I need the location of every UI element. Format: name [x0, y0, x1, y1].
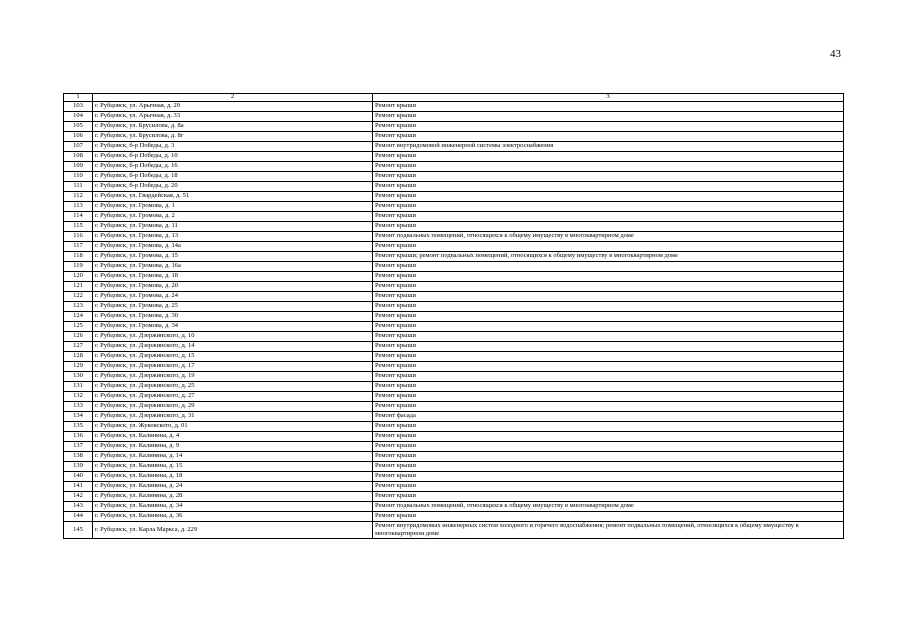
work-type-cell: Ремонт крыши [373, 222, 844, 232]
address-cell: г. Рубцовск, ул. Громова, д. 1 [93, 202, 373, 212]
address-cell: г. Рубцовск, ул. Громова, д. 13 [93, 232, 373, 242]
address-cell: г. Рубцовск, ул. Калинина, д. 15 [93, 462, 373, 472]
table-row [64, 372, 844, 382]
address-cell: г. Рубцовск, ул. Громова, д. 24 [93, 292, 373, 302]
work-type-cell: Ремонт крыши [373, 102, 844, 112]
table-row [64, 192, 844, 202]
table-row [64, 302, 844, 312]
address-cell: г. Рубцовск, ул. Громова, д. 16а [93, 262, 373, 272]
row-number-cell: 131 [64, 382, 93, 392]
row-number-cell: 140 [64, 472, 93, 482]
address-cell: г. Рубцовск, ул. Калинина, д. 14 [93, 452, 373, 462]
address-cell: г. Рубцовск, ул. Калинина, д. 4 [93, 432, 373, 442]
table-row [64, 242, 844, 252]
address-cell: г. Рубцовск, ул. Дзержинского, д. 14 [93, 342, 373, 352]
table-row [64, 222, 844, 232]
table-row [64, 472, 844, 482]
table-row [64, 402, 844, 412]
address-cell: г. Рубцовск, ул. Громова, д. 34 [93, 322, 373, 332]
table-row [64, 282, 844, 292]
work-type-cell: Ремонт крыши [373, 462, 844, 472]
row-number-cell: 122 [64, 292, 93, 302]
row-number-cell: 137 [64, 442, 93, 452]
row-number-cell: 121 [64, 282, 93, 292]
address-cell: г. Рубцовск, б-р Победы, д. 3 [93, 142, 373, 152]
table-row [64, 382, 844, 392]
work-type-cell: Ремонт крыши [373, 392, 844, 402]
work-type-cell: Ремонт крыши [373, 262, 844, 272]
table-row [64, 212, 844, 222]
table-row [64, 252, 844, 262]
address-cell: г. Рубцовск, ул. Арычная, д. 33 [93, 112, 373, 122]
address-cell: г. Рубцовск, ул. Калинина, д. 9 [93, 442, 373, 452]
row-number-cell: 114 [64, 212, 93, 222]
row-number-cell: 107 [64, 142, 93, 152]
work-type-cell: Ремонт крыши [373, 322, 844, 332]
table-row [64, 522, 844, 539]
table-row [64, 392, 844, 402]
address-cell: г. Рубцовск, ул. Дзержинского, д. 25 [93, 382, 373, 392]
work-type-cell: Ремонт крыши [373, 272, 844, 282]
row-number-cell: 120 [64, 272, 93, 282]
row-number-cell: 106 [64, 132, 93, 142]
row-number-cell: 123 [64, 302, 93, 312]
row-number-cell: 134 [64, 412, 93, 422]
work-type-cell: Ремонт крыши [373, 402, 844, 412]
table-row [64, 152, 844, 162]
row-number-cell: 128 [64, 352, 93, 362]
table-row [64, 432, 844, 442]
row-number-cell: 110 [64, 172, 93, 182]
work-type-cell: Ремонт крыши [373, 202, 844, 212]
row-number-cell: 103 [64, 102, 93, 112]
work-type-cell: Ремонт крыши [373, 332, 844, 342]
row-number-cell: 125 [64, 322, 93, 332]
work-type-cell: Ремонт крыши [373, 132, 844, 142]
row-number-cell: 141 [64, 482, 93, 492]
header-row [64, 94, 844, 102]
address-cell: г. Рубцовск, ул. Жуковского, д. 01 [93, 422, 373, 432]
work-type-cell: Ремонт крыши [373, 362, 844, 372]
address-cell: г. Рубцовск, б-р Победы, д. 10 [93, 152, 373, 162]
work-type-cell: Ремонт крыши [373, 352, 844, 362]
work-type-cell: Ремонт крыши [373, 282, 844, 292]
row-number-cell: 130 [64, 372, 93, 382]
work-type-cell: Ремонт крыши [373, 482, 844, 492]
work-type-cell: Ремонт крыши [373, 492, 844, 502]
page-number: 43 [830, 48, 841, 60]
address-cell: г. Рубцовск, б-р Победы, д. 16 [93, 162, 373, 172]
address-cell: г. Рубцовск, ул. Громова, д. 11 [93, 222, 373, 232]
address-cell: г. Рубцовск, б-р Победы, д. 20 [93, 182, 373, 192]
address-cell: г. Рубцовск, ул. Брусилова, д. 8г [93, 132, 373, 142]
row-number-cell: 135 [64, 422, 93, 432]
address-cell: г. Рубцовск, б-р Победы, д. 18 [93, 172, 373, 182]
column-header-work: 3 [373, 94, 844, 102]
address-cell: г. Рубцовск, ул. Дзержинского, д. 27 [93, 392, 373, 402]
work-type-cell: Ремонт крыши [373, 382, 844, 392]
table-row [64, 102, 844, 112]
address-cell: г. Рубцовск, ул. Дзержинского, д. 17 [93, 362, 373, 372]
work-type-cell: Ремонт крыши [373, 212, 844, 222]
address-cell: г. Рубцовск, ул. Дзержинского, д. 10 [93, 332, 373, 342]
address-cell: г. Рубцовск, ул. Громова, д. 25 [93, 302, 373, 312]
table-row [64, 512, 844, 522]
table-row [64, 142, 844, 152]
work-type-cell: Ремонт подвальных помещений, относящихся к общему имуществу в многоквартирном доме [373, 502, 844, 512]
table-row [64, 292, 844, 302]
row-number-cell: 108 [64, 152, 93, 162]
work-type-cell: Ремонт крыши [373, 242, 844, 252]
row-number-cell: 104 [64, 112, 93, 122]
address-cell: г. Рубцовск, ул. Калинина, д. 34 [93, 502, 373, 512]
address-cell: г. Рубцовск, ул. Арычная, д. 29 [93, 102, 373, 112]
table-row [64, 502, 844, 512]
row-number-cell: 126 [64, 332, 93, 342]
table-row [64, 412, 844, 422]
work-type-cell: Ремонт крыши [373, 452, 844, 462]
address-cell: г. Рубцовск, ул. Дзержинского, д. 31 [93, 412, 373, 422]
table-row [64, 262, 844, 272]
table-row [64, 182, 844, 192]
row-number-cell: 129 [64, 362, 93, 372]
work-type-cell: Ремонт крыши; ремонт подвальных помещений, относящихся к общему имуществу в многоквартирном доме [373, 252, 844, 262]
work-type-cell: Ремонт подвальных помещений, относящихся к общему имуществу в многоквартирном доме [373, 232, 844, 242]
row-number-cell: 117 [64, 242, 93, 252]
table-row [64, 452, 844, 462]
address-cell: г. Рубцовск, ул. Громова, д. 18 [93, 272, 373, 282]
work-type-cell: Ремонт крыши [373, 162, 844, 172]
work-type-cell: Ремонт крыши [373, 152, 844, 162]
row-number-cell: 138 [64, 452, 93, 462]
table-row [64, 492, 844, 502]
work-type-cell: Ремонт фасада [373, 412, 844, 422]
work-type-cell: Ремонт крыши [373, 372, 844, 382]
table-row [64, 162, 844, 172]
work-type-cell: Ремонт крыши [373, 112, 844, 122]
table-row [64, 122, 844, 132]
row-number-cell: 132 [64, 392, 93, 402]
work-type-cell: Ремонт крыши [373, 302, 844, 312]
table-row [64, 352, 844, 362]
work-type-cell: Ремонт крыши [373, 342, 844, 352]
address-cell: г. Рубцовск, ул. Громова, д. 14а [93, 242, 373, 252]
row-number-cell: 105 [64, 122, 93, 132]
work-type-cell: Ремонт крыши [373, 172, 844, 182]
table-body [64, 102, 844, 539]
table-row [64, 362, 844, 372]
table-row [64, 332, 844, 342]
row-number-cell: 136 [64, 432, 93, 442]
work-type-cell: Ремонт крыши [373, 192, 844, 202]
work-type-cell: Ремонт крыши [373, 432, 844, 442]
row-number-cell: 109 [64, 162, 93, 172]
row-number-cell: 119 [64, 262, 93, 272]
work-type-cell: Ремонт крыши [373, 312, 844, 322]
row-number-cell: 112 [64, 192, 93, 202]
address-cell: г. Рубцовск, ул. Дзержинского, д. 29 [93, 402, 373, 412]
table-row [64, 312, 844, 322]
table-row [64, 172, 844, 182]
table-row [64, 232, 844, 242]
row-number-cell: 116 [64, 232, 93, 242]
table-row [64, 442, 844, 452]
work-type-cell: Ремонт крыши [373, 182, 844, 192]
work-type-cell: Ремонт внутридомовых инженерных систем холодного и горячего водоснабжения; ремонт подвальных помещений, относящихся к общему имуществу в многоквартирном доме [373, 522, 844, 539]
work-type-cell: Ремонт крыши [373, 442, 844, 452]
address-cell: г. Рубцовск, ул. Громова, д. 2 [93, 212, 373, 222]
table-row [64, 272, 844, 282]
row-number-cell: 144 [64, 512, 93, 522]
table-row [64, 202, 844, 212]
table-row [64, 322, 844, 332]
table-row [64, 462, 844, 472]
address-cell: г. Рубцовск, ул. Калинина, д. 24 [93, 482, 373, 492]
row-number-cell: 142 [64, 492, 93, 502]
address-cell: г. Рубцовск, ул. Громова, д. 15 [93, 252, 373, 262]
address-cell: г. Рубцовск, ул. Карла Маркса, д. 229 [93, 522, 373, 539]
row-number-cell: 127 [64, 342, 93, 352]
address-cell: г. Рубцовск, ул. Громова, д. 30 [93, 312, 373, 322]
work-type-cell: Ремонт внутридомовой инженерной системы электроснабжения [373, 142, 844, 152]
address-cell: г. Рубцовск, ул. Калинина, д. 18 [93, 472, 373, 482]
registry-table [63, 93, 844, 539]
row-number-cell: 145 [64, 522, 93, 539]
table-row [64, 342, 844, 352]
row-number-cell: 118 [64, 252, 93, 262]
table-row [64, 482, 844, 492]
address-cell: г. Рубцовск, ул. Громова, д. 20 [93, 282, 373, 292]
table-header [64, 94, 844, 102]
address-cell: г. Рубцовск, ул. Гвардейская, д. 51 [93, 192, 373, 202]
row-number-cell: 115 [64, 222, 93, 232]
row-number-cell: 111 [64, 182, 93, 192]
address-cell: г. Рубцовск, ул. Дзержинского, д. 19 [93, 372, 373, 382]
row-number-cell: 113 [64, 202, 93, 212]
row-number-cell: 143 [64, 502, 93, 512]
work-type-cell: Ремонт крыши [373, 512, 844, 522]
row-number-cell: 139 [64, 462, 93, 472]
work-type-cell: Ремонт крыши [373, 472, 844, 482]
column-header-address: 2 [93, 94, 373, 102]
row-number-cell: 133 [64, 402, 93, 412]
work-type-cell: Ремонт крыши [373, 122, 844, 132]
work-type-cell: Ремонт крыши [373, 422, 844, 432]
address-cell: г. Рубцовск, ул. Дзержинского, д. 15 [93, 352, 373, 362]
row-number-cell: 124 [64, 312, 93, 322]
table-row [64, 422, 844, 432]
table-row [64, 132, 844, 142]
column-header-number: 1 [64, 94, 93, 102]
address-cell: г. Рубцовск, ул. Калинина, д. 36 [93, 512, 373, 522]
address-cell: г. Рубцовск, ул. Калинина, д. 28 [93, 492, 373, 502]
table-row [64, 112, 844, 122]
work-type-cell: Ремонт крыши [373, 292, 844, 302]
address-cell: г. Рубцовск, ул. Брусилова, д. 8а [93, 122, 373, 132]
